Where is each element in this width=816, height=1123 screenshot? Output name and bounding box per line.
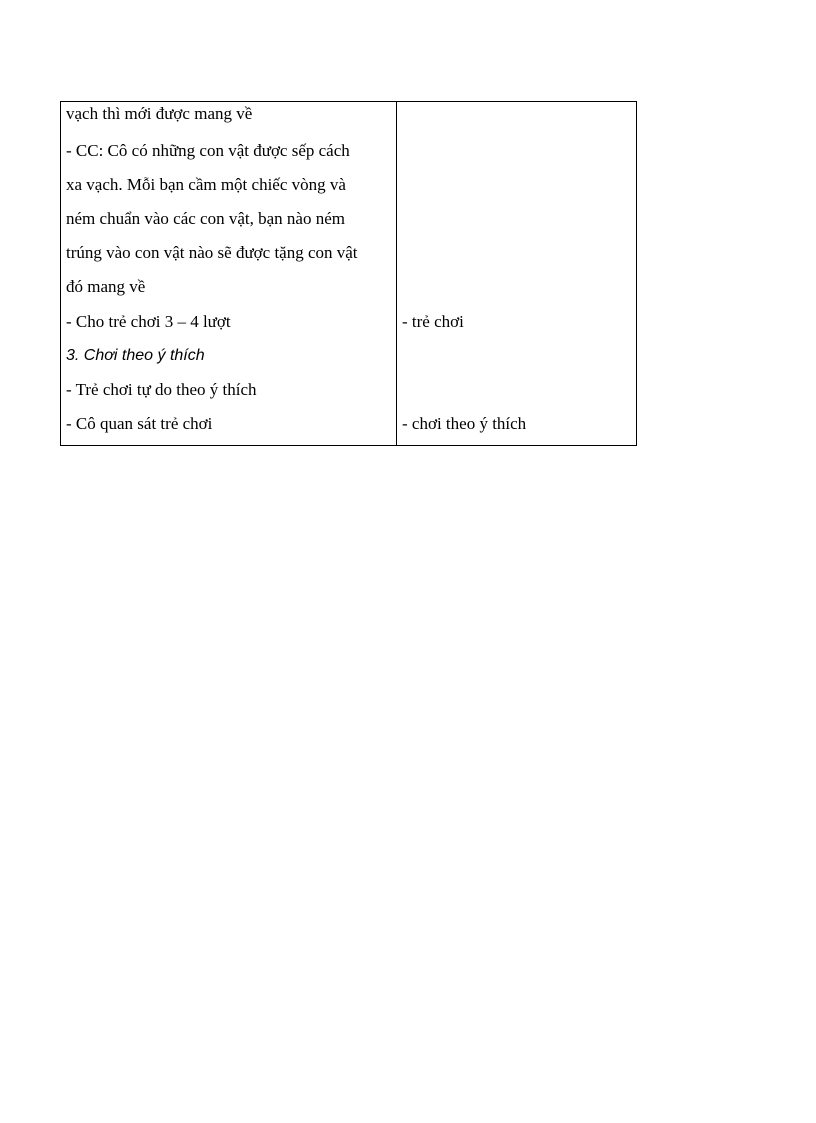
left-line-10: - Cô quan sát trẻ chơi — [66, 414, 213, 433]
lesson-table — [60, 101, 637, 446]
left-line-3: xa vạch. Mỗi bạn cầm một chiếc vòng và — [66, 175, 346, 194]
right-line-1: - trẻ chơi — [402, 312, 464, 331]
right-line-2: - chơi theo ý thích — [402, 414, 527, 433]
section-heading-free-play: 3. Chơi theo ý thích — [66, 347, 205, 364]
left-line-4: ném chuẩn vào các con vật, bạn nào ném — [66, 209, 345, 228]
left-line-2: - CC: Cô có những con vật được sếp cách — [66, 141, 350, 160]
left-line-1: vạch thì mới được mang về — [66, 104, 253, 123]
child-activity-column — [397, 102, 636, 445]
teacher-activity-column — [61, 102, 397, 445]
left-line-5: trúng vào con vật nào sẽ được tặng con vật — [66, 243, 358, 262]
left-line-6: đó mang về — [66, 277, 146, 296]
left-line-7: - Cho trẻ chơi 3 – 4 lượt — [66, 312, 231, 331]
left-line-9: - Trẻ chơi tự do theo ý thích — [66, 380, 257, 399]
